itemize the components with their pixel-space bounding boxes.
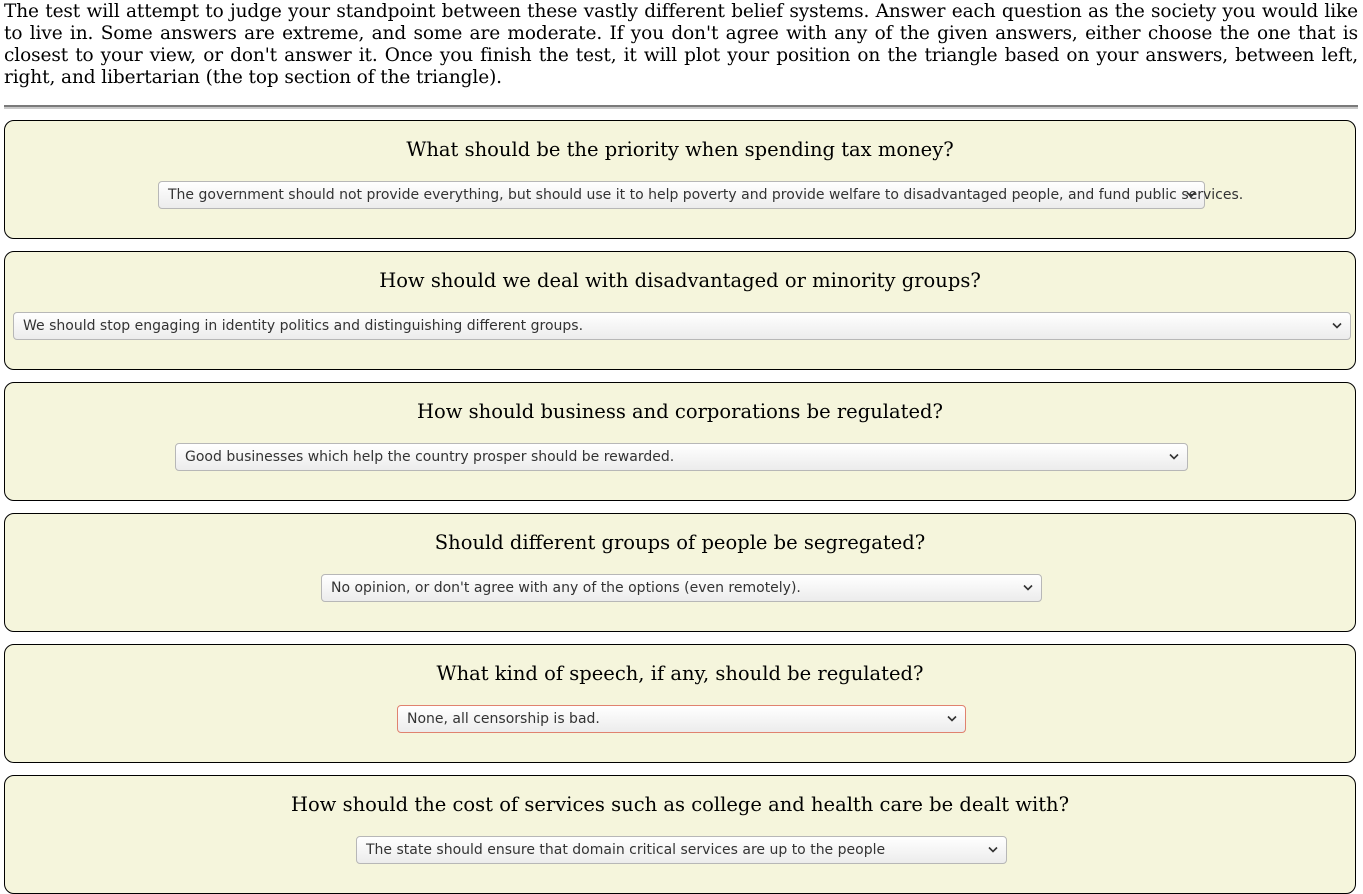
select-value: We should stop engaging in identity politics and distinguishing different groups. (23, 318, 584, 334)
answer-select-tax-priority[interactable] (158, 181, 1244, 209)
chevron-down-icon (1023, 584, 1033, 591)
horizontal-divider (4, 105, 1358, 109)
chevron-down-icon (988, 846, 998, 853)
select-value: None, all censorship is bad. (407, 711, 600, 727)
question-text: Should different groups of people be segregated? (434, 531, 926, 554)
question-text: What should be the priority when spending tax money? (406, 138, 954, 161)
chevron-down-icon (1169, 453, 1179, 460)
select-value: The state should ensure that domain critical services are up to the people (366, 842, 886, 858)
intro-paragraph: The test will attempt to judge your standpoint between these vastly different belief systems. Answer each question as the society you would like to live in. Some answers are extreme, and some are moderate. If you don't agree with any of the given answers, either choose the one that is closest to your view, or don't answer it. Once you finish the test, it will plot your position on the triangle based on your answers, between left, right, and libertarian (the top section of the triangle). (4, 1, 1358, 88)
question-text: What kind of speech, if any, should be regulated? (436, 662, 924, 685)
select-value: No opinion, or don't agree with any of the options (even remotely). (331, 580, 801, 596)
answer-select-minority-groups[interactable] (13, 312, 1351, 340)
question-text: How should the cost of services such as college and health care be dealt with? (290, 793, 1070, 816)
question-card-business-regulation (4, 382, 1356, 501)
question-text: How should we deal with disadvantaged or minority groups? (379, 269, 981, 292)
question-card-services-cost (4, 775, 1356, 894)
answer-select-speech-regulation[interactable] (397, 705, 966, 733)
question-card-minority-groups (4, 251, 1356, 370)
chevron-down-icon (1186, 191, 1196, 198)
answer-select-business-regulation[interactable] (175, 443, 1188, 471)
question-card-speech-regulation (4, 644, 1356, 763)
chevron-down-icon (947, 715, 957, 722)
question-card-segregation (4, 513, 1356, 632)
question-card-tax-priority (4, 120, 1356, 239)
select-value: The government should not provide everything, but should use it to help poverty and provide welfare to disadvantaged people, and fund public services. (168, 187, 1244, 203)
chevron-down-icon (1332, 322, 1342, 329)
select-value: Good businesses which help the country prosper should be rewarded. (185, 449, 675, 465)
answer-select-services-cost[interactable] (356, 836, 1007, 864)
answer-select-segregation[interactable] (321, 574, 1042, 602)
question-text: How should business and corporations be regulated? (417, 400, 943, 423)
